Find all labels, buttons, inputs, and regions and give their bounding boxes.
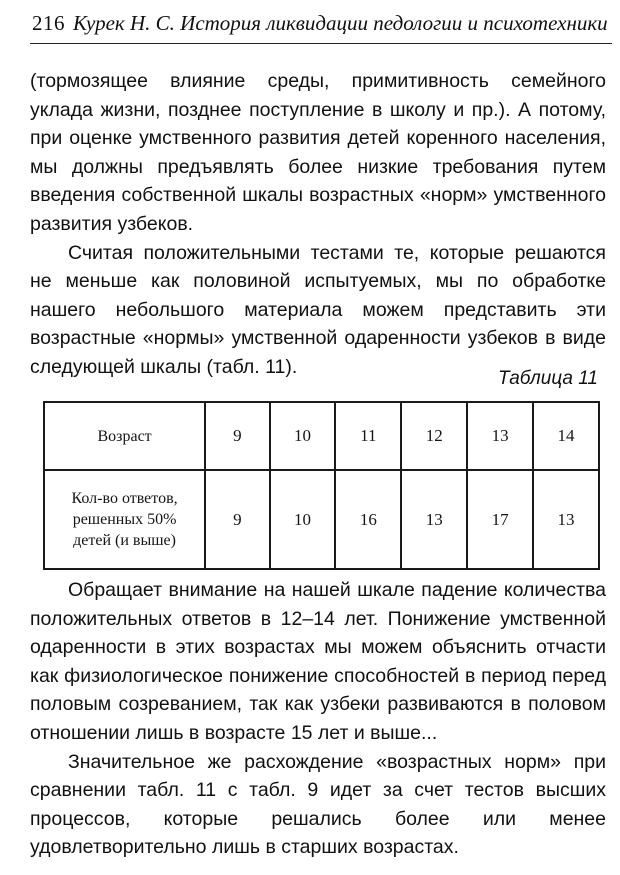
row-header-line: Кол-во ответов, bbox=[71, 490, 178, 507]
row-header-line: решенных 50% bbox=[72, 511, 177, 528]
data-table bbox=[43, 401, 600, 570]
header-rule bbox=[30, 43, 612, 44]
age-cell: 9 bbox=[205, 402, 269, 470]
page-number: 216 bbox=[32, 11, 65, 35]
answers-cell: 16 bbox=[335, 470, 401, 569]
answers-cell: 13 bbox=[401, 470, 467, 569]
answers-cell: 13 bbox=[533, 470, 599, 569]
age-cell: 11 bbox=[335, 402, 401, 470]
paragraph-continuation: (тормозящее влияние среды, примитивность семейного уклада жизни, позднее поступление в школу и пр.). А потому, при оценке умственного развития детей коренного населения, мы должны предъявлять более низкие требования путем введения собственной шкалы возрастных «норм» умственного развития узбеков. bbox=[30, 70, 606, 235]
table-caption: Таблица 11 bbox=[498, 368, 598, 389]
row-header-line: детей (и выше) bbox=[73, 532, 176, 549]
running-title: Курек Н. С. История ликвидации педологии и психотехники bbox=[73, 11, 608, 35]
paragraph-decline: Обращает внимание на нашей шкале падение количества положительных ответов в 12–14 лет. Понижение умственной одаренности в этих возрастах мы можем объяснить отчасти как физиологическое понижение способностей в период перед половым созреванием, так как узбеки развиваются в половом отношении лишь в возрасте 15 лет и выше... bbox=[30, 579, 606, 744]
answers-cell: 17 bbox=[467, 470, 533, 569]
paragraph-scale-intro: Считая положительными тестами те, которые решаются не меньше как половиной испытуемых, мы по обработке нашего небольшого материала можем представить эти возрастные «нормы» умственной одаренности узбеков в виде следующей шкалы (табл. 11). bbox=[30, 241, 606, 378]
running-head bbox=[32, 6, 612, 40]
table-row-age bbox=[44, 402, 599, 470]
paragraph-discrepancy: Значительное же расхождение «возрастных норм» при сравнении табл. 11 с табл. 9 идет за счет тестов высших процессов, которые решались более или менее удовлетворительно лишь в старших возрастах. bbox=[30, 750, 606, 859]
row-header-answers bbox=[44, 470, 205, 569]
table-row-answers bbox=[44, 470, 599, 569]
lower-text bbox=[30, 576, 606, 862]
age-cell: 10 bbox=[270, 402, 336, 470]
age-cell: 14 bbox=[533, 402, 599, 470]
upper-text bbox=[30, 67, 606, 382]
age-cell: 13 bbox=[467, 402, 533, 470]
row-header-age: Возраст bbox=[44, 402, 205, 470]
answers-cell: 10 bbox=[270, 470, 336, 569]
answers-cell: 9 bbox=[205, 470, 269, 569]
age-cell: 12 bbox=[401, 402, 467, 470]
